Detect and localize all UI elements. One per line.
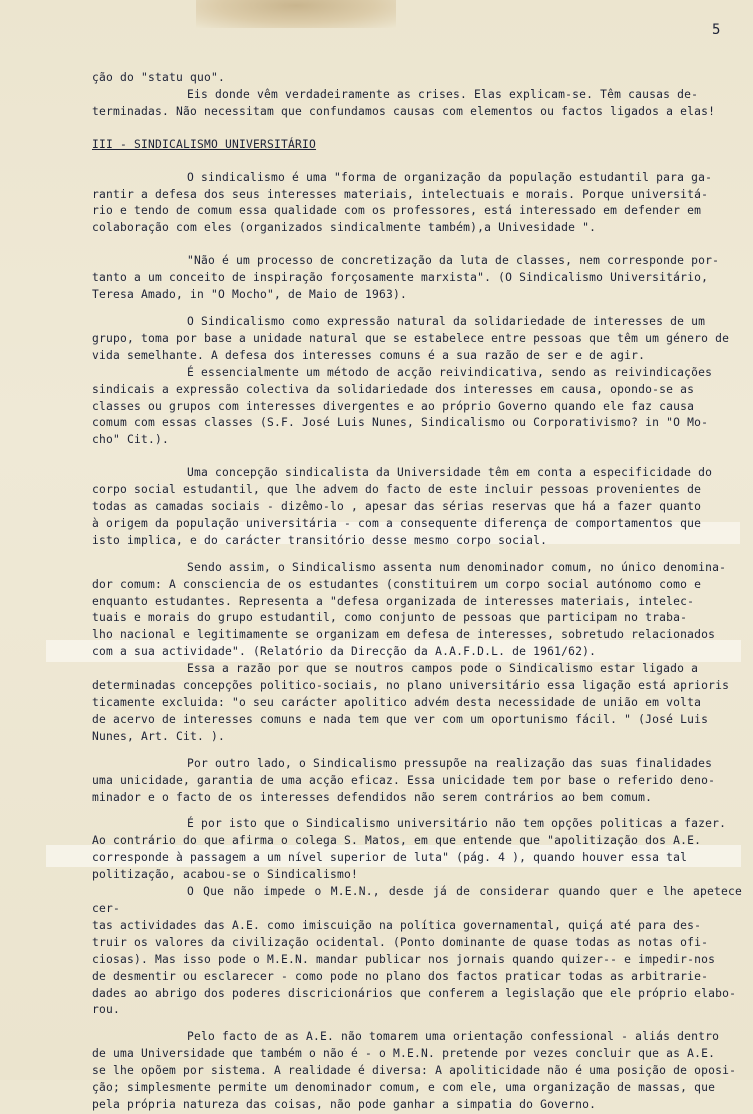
paper-stain xyxy=(196,0,396,28)
paragraph: O Que não impede o M.E.N., desde já de considerar quando quer e lhe apetece cer- tas actividades das A.E. como imiscuição na política governamental, quiçá até para des- truir os valores da civilização ocidental. (Ponto dominante de quase todas as notas ofi- ciosas). Mas isso pode o M.E.N. mandar publicar nos jornais quando quizer-- e impedir-nos de desmentir ou esclarecer - como pode no plano dos factos praticar todas as arbitrarie- dades ao abrigo dos poderes discricionários que conferem a legislação que ele próprio elabo- rou. xyxy=(92,885,742,1017)
paragraph: O sindicalismo é uma "forma de organização da população estudantil para ga- rantir a defesa dos seus interesses materiais, intelectuais e morais. Porque universitá- rio e tendo de comum essa qualidade com os professores, está interessado em defender em colaboração com eles (organizados sindicalmente também),a Univesidade ". xyxy=(92,170,713,235)
page-number: 5 xyxy=(712,22,721,38)
section-heading: III - SINDICALISMO UNIVERSITÁRIO xyxy=(92,137,317,151)
paragraph: Pelo facto de as A.E. não tomarem uma orientação confessional - aliás dentro de uma Universidade que também o não é - o M.E.N. pretende por vezes concluir que as A.E. se lhe opõem por sistema. A realidade é diversa: A apoliticidade não é uma posição de oposi- ção; simplesmente permite um denominador comum, e com ele, uma organização de massas, que pela própria natureza das coisas, não pode ganhar a simpatia do Governo. xyxy=(92,1030,737,1111)
paragraph: O Sindicalismo como expressão natural da solidariedade de interesses de um grupo, toma por base a unidade natural que se estabelece entre pessoas que têm um género de vida semelhante. A defesa dos interesses comuns é a sua razão de ser e de agir. xyxy=(92,314,730,362)
paragraph: "Não é um processo de concretização da luta de classes, nem corresponde por- tanto a um conceito de inspiração forçosamente marxista". (O Sindicalismo Universitário, Teresa Amado, in "O Mocho", de Maio de 1963). xyxy=(92,254,720,302)
paragraph: É essencialmente um método de acção reivindicativa, sendo as reivindicações sindicais a expressão colectiva da solidariedade dos interesses em causa, opondo-se as classes ou grupos com interesses divergentes e ao próprio Governo quando ele faz causa comum com essas classes (S.F. José Luis Nunes, Sindicalismo ou Corporativismo? in "O Mo- cho" Cit.). xyxy=(92,365,713,447)
paragraph: Essa a razão por que se noutros campos pode o Sindicalismo estar ligado a determinadas concepções politico-sociais, no plano universitário essa ligação está aprioris ticamente excluida: "o seu carácter apolitico advém desta necessidade de união em volta de acervo de interesses comuns e nada tem que ver com um oportunismo fácil. " (José Luis Nunes, Art. Cit. ). xyxy=(92,662,730,743)
paragraph: Sendo assim, o Sindicalismo assenta num denominador comum, no único denomina- dor comum: A consciencia de os estudantes (constituirem um corpo social autónomo como e enquanto estudantes. Representa a "defesa organizada de interesses materiais, intelec- tuais e morais do grupo estudantil, como conjunto de pessoas que participam no traba- lho nacional e legitimamente se organizam em defesa de interesses, sobretudo relacionados com a sua actividade". (Relatório da Direcção da A.A.F.D.L. de 1961/62). xyxy=(92,560,727,659)
opening-line: ção do "statu quo". xyxy=(92,71,226,84)
paragraph: Uma concepção sindicalista da Universidade têm em conta a especificidade do corpo social estudantil, que lhe advem do facto de este incluir pessoas provenientes de todas as camadas sociais - dizêmo-lo , apesar das sérias reservas que há a fazer quanto à origem da população universitária - com a consequente diferença de comportamentos que isto implica, e do carácter transitório desse mesmo corpo social. xyxy=(92,466,713,547)
paragraph: É por isto que o Sindicalismo universitário não tem opções politicas a fazer. Ao contrário do que afirma o colega S. Matos, em que entende que "apolitização dos A.E. corresponde à passagem a um nível superior de luta" (pág. 4 ), quando houver essa tal politização, acabou-se o Sindicalismo! xyxy=(92,817,727,882)
document-body xyxy=(92,70,742,1114)
paragraph: Por outro lado, o Sindicalismo pressupõe na realização das suas finalidades uma unicidade, garantia de uma acção eficaz. Essa unicidade tem por base o referido deno- minador e o facto de os interesses defendidos não serem contrários ao bem comum. xyxy=(92,756,716,804)
paragraph-crises: Eis donde vêm verdadeiramente as crises. Elas explicam-se. Têm causas de- terminadas. Não necessitam que confundamos causas com elementos ou factos ligados a elas! xyxy=(92,87,716,118)
